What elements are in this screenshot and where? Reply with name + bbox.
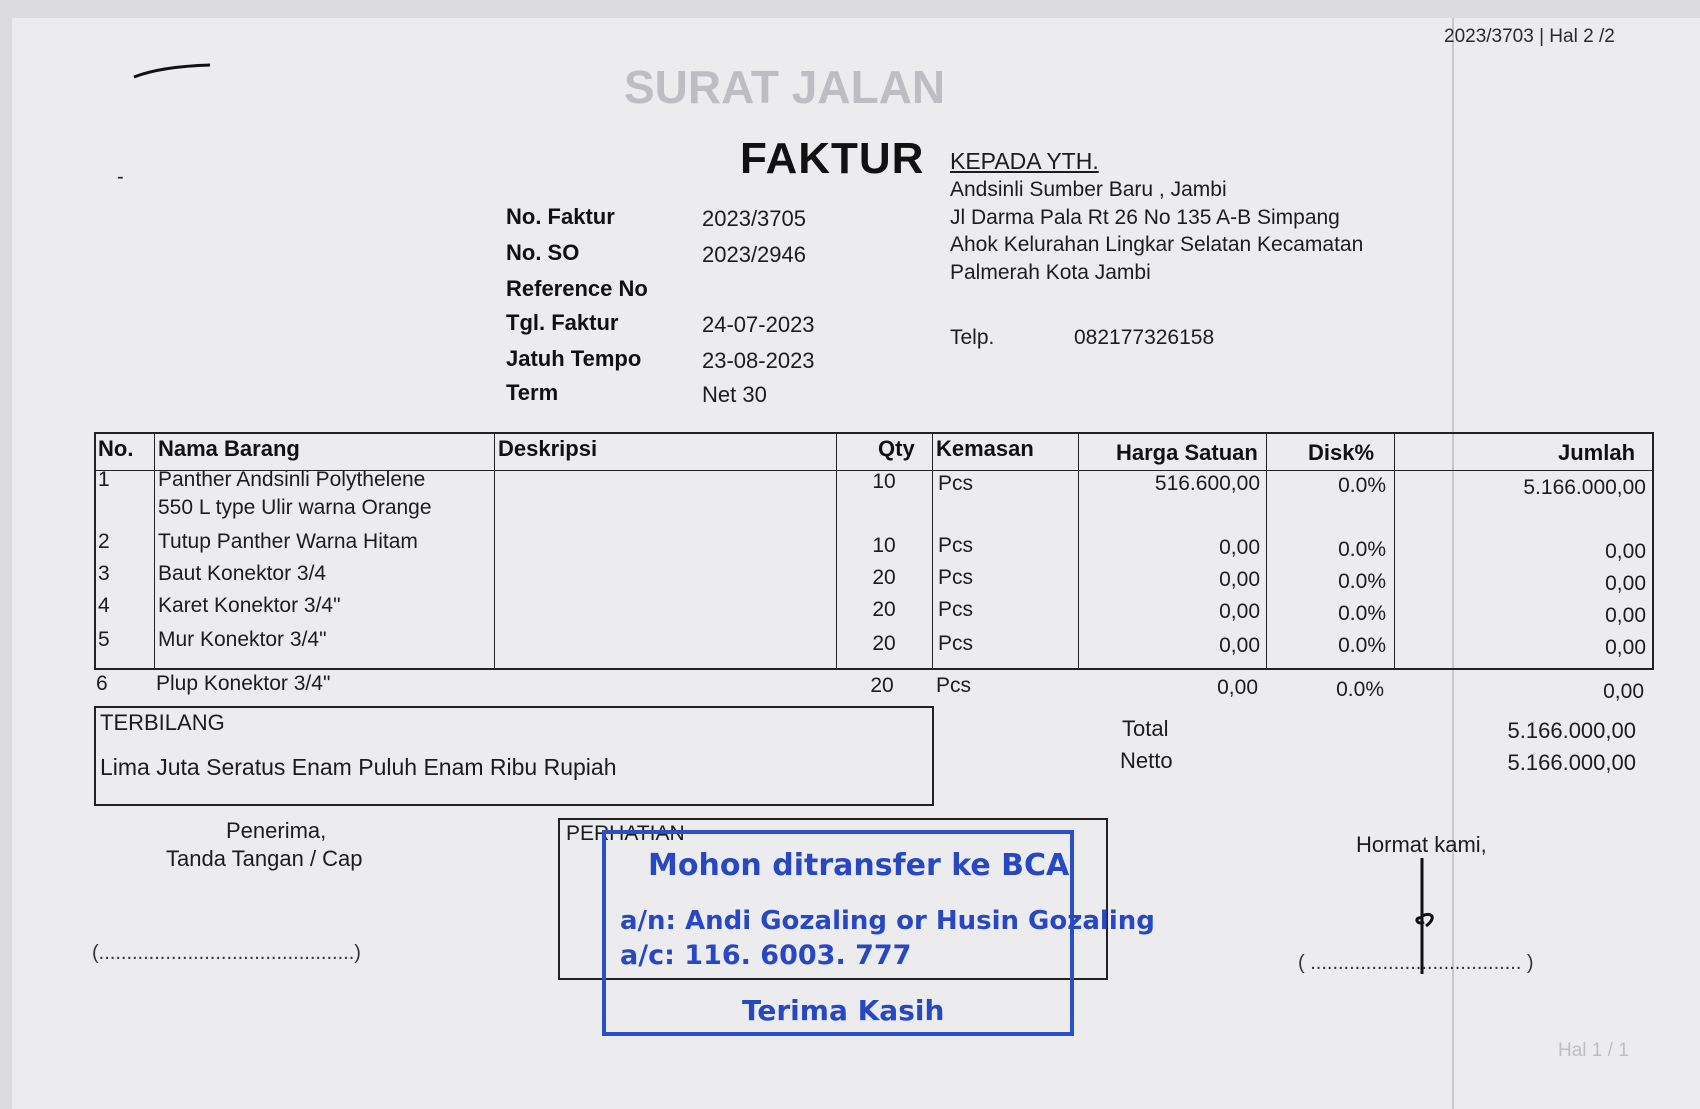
meta-value-term: Net 30: [702, 382, 767, 407]
ghost-footer: Hal 1 / 1: [1558, 1040, 1629, 1061]
row-5-harga: 0,00: [1219, 634, 1260, 657]
perhatian-label: PERHATIAN: [566, 822, 685, 845]
row-2-disk: 0.0%: [1338, 538, 1386, 561]
row-6-disk: 0.0%: [1336, 678, 1384, 701]
row-1-kemasan: Pcs: [938, 472, 974, 495]
row-4-no: 4: [98, 594, 110, 617]
recipient-heading: KEPADA YTH.: [950, 148, 1099, 174]
meta-value-no-so: 2023/2946: [702, 242, 806, 267]
row-4-harga: 0,00: [1219, 600, 1260, 623]
row-6-harga: 0,00: [1217, 676, 1258, 699]
row-3-disk: 0.0%: [1338, 570, 1386, 593]
row-3-kemasan: Pcs: [938, 566, 974, 589]
stamp-line-4: Terima Kasih: [742, 994, 945, 1027]
telp-value: 082177326158: [1074, 326, 1215, 349]
penerima-label: Penerima,: [226, 818, 327, 843]
row-2-jumlah: 0,00: [1605, 540, 1646, 563]
row-1-harga: 516.600,00: [1154, 472, 1260, 495]
hormat-signature-line: ( ...................................... ): [1298, 952, 1534, 974]
row-4-kemasan: Pcs: [938, 598, 974, 621]
row-3-jumlah: 0,00: [1605, 572, 1646, 595]
row-5-no: 5: [98, 628, 110, 651]
meta-value-no-faktur: 2023/3705: [702, 206, 806, 231]
header-jumlah: Jumlah: [1558, 440, 1636, 465]
row-6-jumlah: 0,00: [1603, 680, 1644, 703]
row-3-qty: 20: [872, 566, 896, 589]
row-6-no: 6: [96, 672, 108, 695]
row-3-no: 3: [98, 562, 110, 585]
penerima-signature-line: (..............................................): [92, 942, 361, 964]
row-1-nama-line2: 550 L type Ulir warna Orange: [158, 496, 432, 519]
row-4-qty: 20: [872, 598, 896, 621]
row-2-harga: 0,00: [1219, 536, 1260, 559]
row-1-disk: 0.0%: [1338, 474, 1386, 497]
recipient-address: Jl Darma Pala Rt 26 No 135 A-B Simpang Ahok Kelurahan Lingkar Selatan Kecamatan Palmerah Kota Jambi: [950, 205, 1364, 284]
header-disk: Disk%: [1308, 440, 1375, 465]
meta-label-reference: Reference No: [506, 276, 648, 301]
row-2-no: 2: [98, 530, 110, 553]
meta-value-jatuh-tempo: 23-08-2023: [702, 348, 815, 373]
header-no: No.: [98, 436, 134, 461]
stamp-line-2: a/n: Andi Gozaling or Husin Gozaling: [620, 906, 1155, 936]
small-mark: -: [117, 166, 124, 188]
row-6-qty: 20: [870, 674, 894, 697]
invoice-paper: [12, 18, 1700, 1109]
meta-value-tgl-faktur: 24-07-2023: [702, 312, 815, 337]
stamp-line-1: Mohon ditransfer ke BCA: [648, 848, 1070, 883]
total-label: Total: [1122, 716, 1169, 741]
row-3-harga: 0,00: [1219, 568, 1260, 591]
terbilang-text: Lima Juta Seratus Enam Puluh Enam Ribu Rupiah: [100, 754, 617, 780]
row-4-disk: 0.0%: [1338, 602, 1386, 625]
bank-transfer-stamp: [602, 830, 1155, 1036]
meta-label-jatuh-tempo: Jatuh Tempo: [506, 346, 642, 371]
hormat-kami-label: Hormat kami,: [1356, 832, 1487, 857]
meta-label-no-faktur: No. Faktur: [506, 204, 615, 229]
penerima-sublabel: Tanda Tangan / Cap: [166, 846, 363, 871]
items-table: [94, 432, 1654, 670]
header-harga-satuan: Harga Satuan: [1116, 440, 1258, 465]
recipient-name: Andsinli Sumber Baru , Jambi: [950, 178, 1227, 201]
row-3-nama: Baut Konektor 3/4: [158, 562, 327, 585]
telp-label: Telp.: [950, 326, 995, 349]
ghost-title: SURAT JALAN: [624, 61, 946, 113]
meta-label-term: Term: [506, 380, 559, 405]
row-6-nama: Plup Konektor 3/4": [156, 672, 331, 695]
row-6-kemasan: Pcs: [936, 674, 972, 697]
pen-mark: [132, 62, 212, 80]
row-5-nama: Mur Konektor 3/4": [158, 628, 327, 651]
netto-value: 5.166.000,00: [1507, 750, 1636, 775]
stamp-line-3: a/c: 116. 6003. 777: [620, 940, 912, 971]
row-5-kemasan: Pcs: [938, 632, 974, 655]
row-1-jumlah: 5.166.000,00: [1523, 476, 1646, 499]
terbilang-label: TERBILANG: [100, 710, 225, 735]
terbilang-box: [94, 706, 934, 806]
row-5-qty: 20: [872, 632, 896, 655]
meta-label-tgl-faktur: Tgl. Faktur: [506, 310, 619, 335]
row-1-no: 1: [98, 468, 110, 491]
row-4-jumlah: 0,00: [1605, 604, 1646, 627]
row-4-nama: Karet Konektor 3/4": [158, 594, 341, 617]
page-reference: 2023/3703 | Hal 2 /2: [1444, 26, 1615, 47]
header-kemasan: Kemasan: [936, 436, 1034, 461]
total-value: 5.166.000,00: [1507, 718, 1636, 743]
row-2-kemasan: Pcs: [938, 534, 974, 557]
recipient-block: [950, 176, 1370, 286]
header-nama-barang: Nama Barang: [158, 436, 300, 461]
row-2-qty: 10: [872, 534, 896, 557]
header-qty: Qty: [878, 436, 915, 461]
header-deskripsi: Deskripsi: [498, 436, 598, 461]
row-1-qty: 10: [872, 470, 896, 493]
netto-label: Netto: [1120, 748, 1173, 773]
row-5-disk: 0.0%: [1338, 634, 1386, 657]
row-2-nama: Tutup Panther Warna Hitam: [158, 530, 418, 553]
row-5-jumlah: 0,00: [1605, 636, 1646, 659]
document-title: FAKTUR: [740, 134, 925, 183]
meta-label-no-so: No. SO: [506, 240, 580, 265]
row-1-nama-line1: Panther Andsinli Polythelene: [158, 468, 426, 491]
